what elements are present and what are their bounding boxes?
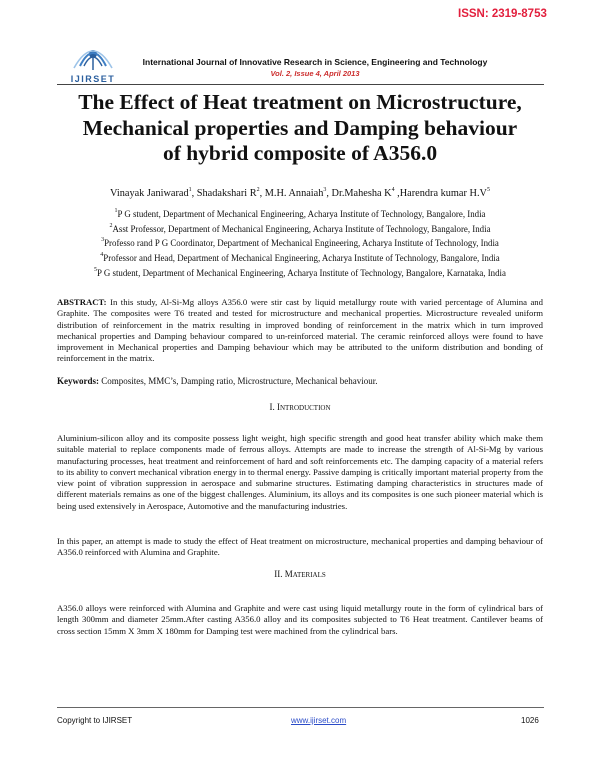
affiliation-sup: 5	[94, 267, 98, 273]
author-sup: 2	[256, 187, 260, 193]
affiliation-sup: 2	[109, 223, 113, 229]
keywords-text: Composites, MMC’s, Damping ratio, Microstructure, Mechanical behaviour.	[99, 376, 378, 386]
author-sep: ,	[191, 188, 197, 199]
page-number: 1026	[521, 716, 539, 725]
author-name: Vinayak Janiwarad	[110, 188, 189, 199]
section-rest: ATERIALS	[292, 571, 326, 579]
journal-name: International Journal of Innovative Research in Science, Engineering and Technology	[142, 57, 488, 67]
abstract	[57, 297, 543, 365]
author-sep: ,	[326, 188, 332, 199]
author-sup: 5	[486, 187, 490, 193]
author-name: M.H. Annaiah	[264, 188, 324, 199]
affiliation	[55, 268, 545, 278]
issn-label: ISSN: 2319-8753	[458, 8, 547, 20]
author-sep: ,	[394, 188, 400, 199]
affiliation	[55, 224, 545, 234]
paragraph: In this paper, an attempt is made to study the effect of Heat treatment on microstructure, mechanical properties and damping behaviour of A356.0 reinforced with Alumina and Graphite.	[57, 536, 543, 558]
affiliation-sup: 3	[101, 237, 105, 243]
author-sup: 3	[323, 187, 327, 193]
author-name: Harendra kumar H.V	[399, 188, 487, 199]
affiliation-text: Asst Professor, Department of Mechanical Engineering, Acharya Institute of Technology, Bangalore, India	[112, 224, 491, 234]
section-number: I.	[269, 402, 277, 412]
section-number: II.	[274, 569, 285, 579]
section-initial: I	[276, 402, 280, 412]
footer-link[interactable]: www.ijirset.com	[291, 716, 347, 725]
author-sup: 1	[188, 187, 192, 193]
section-initial: M	[284, 569, 293, 579]
journal-volume: Vol. 2, Issue 4, April 2013	[270, 69, 360, 78]
author-list	[50, 188, 550, 199]
affiliation-text: P G student, Department of Mechanical Engineering, Acharya Institute of Technology, Bangalore, India	[117, 209, 486, 219]
affiliation	[55, 238, 545, 248]
affiliation	[55, 253, 545, 263]
paper-title	[50, 90, 550, 167]
title-line-1: The Effect of Heat treatment on Microstructure,	[78, 90, 522, 114]
section-heading-introduction	[57, 402, 543, 412]
paragraph: A356.0 alloys were reinforced with Alumina and Graphite and were cast using liquid metallurgy route in the form of cylindrical bars of length 300mm and diameter 25mm.After casting A356.0 alloy and its composites subjected to T6 Heat treatment. Cantilever beams of cross section 15mm X 3mm X 180mm for Damping test were machined from the cylindrical bars.	[57, 603, 543, 636]
journal-logo-text: IJIRSET	[70, 74, 116, 84]
header-divider	[57, 84, 544, 85]
affiliation-text: P G student, Department of Mechanical Engineering, Acharya Institute of Technology, Bangalore, Karnataka, India	[97, 268, 506, 278]
abstract-text: In this study, Al-Si-Mg alloys A356.0 were stir cast by liquid metallurgy route with varied percentage of Alumina and Graphite. The composites were T6 treated and tested for microstructure and mechanical properties. Microstructure revealed uniform distribution of reinforcement in the matrix resulting in improved bonding of reinforcement in the matrix which in turn improved mechanical properties and Damping behaviour compared to un-reinforced material. The ceramic reinforced alloys were found to have improvement in Mechanical properties and Damping behaviour which may be attributed to the uniform distribution and bonding of reinforcement in the matrix.	[57, 297, 543, 364]
keywords-label: Keywords:	[57, 376, 99, 386]
affiliation-sup: 1	[114, 208, 118, 214]
affiliation-sup: 4	[100, 252, 104, 258]
keywords	[57, 376, 543, 386]
affiliation-text: Professo rand P G Coordinator, Department of Mechanical Engineering, Acharya Institute of Technology, India	[104, 238, 499, 248]
abstract-label: ABSTRACT:	[57, 297, 107, 307]
title-line-3: of hybrid composite of A356.0	[162, 141, 438, 165]
author-name: Shadakshari R	[196, 188, 257, 199]
footer-copyright: Copyright to IJIRSET	[57, 716, 133, 725]
paragraph: Aluminium-silicon alloy and its composite possess light weight, high specific strength and good heat transfer ability which make them suitable material to replace components made of ferrous alloys. Attempts are made to increase the strength of Al-Si-Mg by various manufacturing processes, heat treatment and reinforcement of hard and soft reinforcements etc. The damping capacity of a material refers to its ability to convert mechanical vibration energy in to thermal energy. Passive damping is critically important material property from the view point of vibration suppression in aerospace and submarine structures. Estimating damping characteristics in structures made of different materials remains as one of the biggest challenges. Aluminium, its alloys and its composites is one such pioneer material which is being used extensively in Aerospace, Automotive and the manufacturing industries.	[57, 433, 543, 511]
author-sup: 4	[391, 187, 395, 193]
affiliation	[55, 209, 545, 219]
author-name: Dr.Mahesha K	[331, 188, 392, 199]
section-rest: NTRODUCTION	[279, 404, 331, 412]
author-sep: ,	[259, 188, 265, 199]
title-line-2: Mechanical properties and Damping behaviour	[82, 115, 518, 140]
section-heading-materials	[57, 569, 543, 579]
footer-divider	[57, 707, 544, 708]
affiliation-text: Professor and Head, Department of Mechanical Engineering, Acharya Institute of Technology, Bangalore, India	[103, 253, 500, 263]
